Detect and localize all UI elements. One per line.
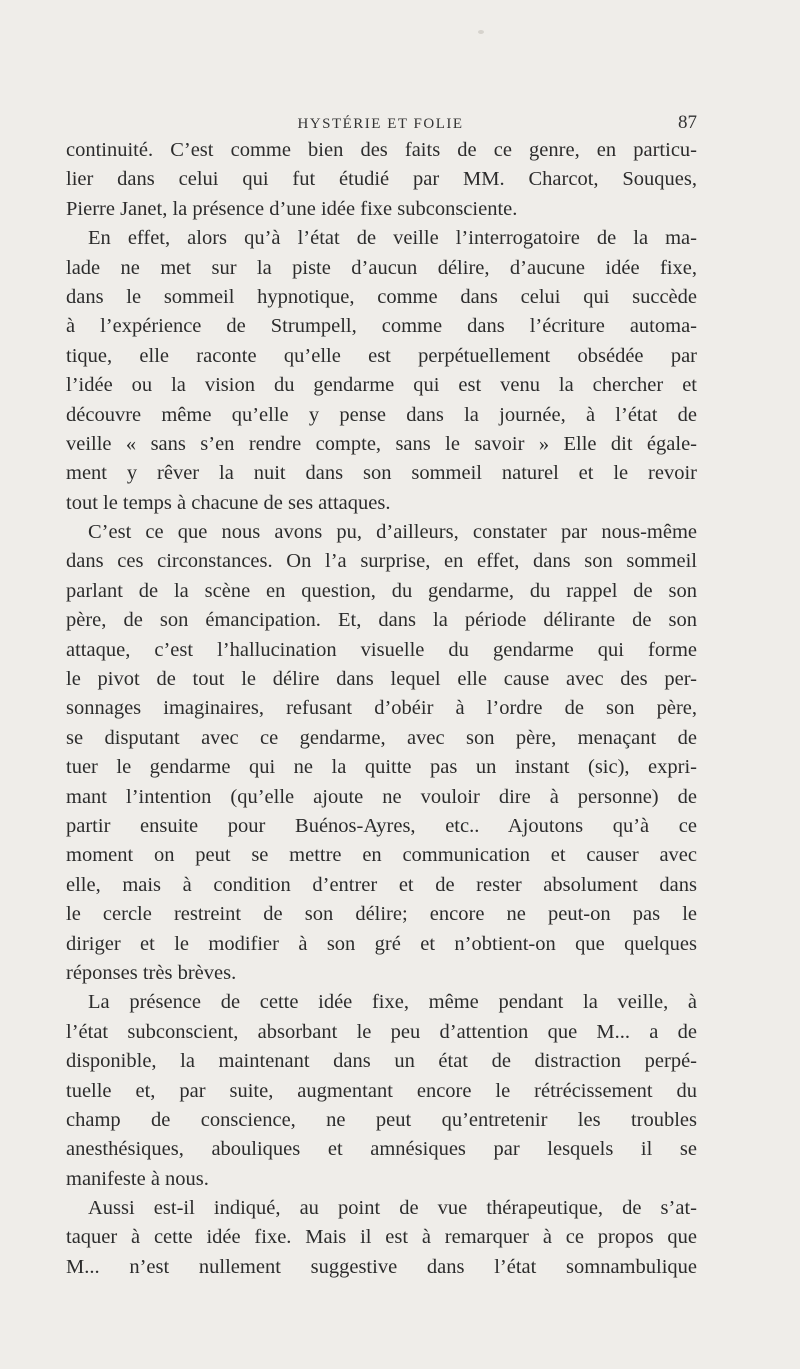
text-line: elle, mais à condition d’entrer et de rester absolument dans: [66, 873, 697, 896]
text-line: réponses très brèves.: [66, 961, 237, 984]
text-line: l’idée ou la vision du gendarme qui est venu la chercher et: [66, 374, 697, 397]
text-line: tuer le gendarme qui ne la quitte pas un instant (sic), expri-: [66, 756, 697, 779]
text-line: attaque, c’est l’hallucination visuelle du gendarme qui forme: [66, 638, 697, 661]
page-header: [64, 112, 697, 136]
text-line: se disputant avec ce gendarme, avec son père, menaçant de: [66, 726, 697, 749]
running-title: HYSTÉRIE ET FOLIE: [297, 116, 464, 132]
text-line: dans le sommeil hypnotique, comme dans celui qui succède: [66, 285, 697, 308]
text-line: tuelle et, par suite, augmentant encore le rétrécissement du: [66, 1079, 697, 1102]
text-line: Pierre Janet, la présence d’une idée fixe subconsciente.: [66, 197, 518, 220]
text-line: l’état subconscient, absorbant le peu d’attention que M... a de: [66, 1020, 697, 1043]
text-line: C’est ce que nous avons pu, d’ailleurs, constater par nous-même: [88, 521, 697, 544]
text-line: ment y rêver la nuit dans son sommeil naturel et le revoir: [66, 462, 697, 485]
text-line: mant l’intention (qu’elle ajoute ne vouloir dire à personne) de: [66, 785, 697, 808]
text-line: continuité. C’est comme bien des faits de ce genre, en particu-: [66, 139, 697, 161]
text-line: Aussi est-il indiqué, au point de vue thérapeutique, de s’at-: [88, 1197, 697, 1220]
text-line: sonnages imaginaires, refusant d’obéir à l’ordre de son père,: [66, 697, 697, 720]
text-line: anesthésiques, abouliques et amnésiques par lesquels il se: [66, 1138, 697, 1161]
text-line: à l’expérience de Strumpell, comme dans l’écriture automa-: [66, 315, 697, 338]
text-line: lier dans celui qui fut étudié par MM. Charcot, Souques,: [66, 168, 697, 191]
text-line: le pivot de tout le délire dans lequel elle cause avec des per-: [66, 668, 697, 691]
text-line: dans ces circonstances. On l’a surprise, en effet, dans son sommeil: [66, 550, 697, 573]
text-line: champ de conscience, ne peut qu’entretenir les troubles: [66, 1108, 697, 1131]
text-line: découvre même qu’elle y pense dans la journée, à l’état de: [66, 403, 697, 426]
text-line: manifeste à nous.: [66, 1167, 209, 1190]
text-line: veille « sans s’en rendre compte, sans le savoir » Elle dit égale-: [66, 432, 697, 455]
page-number: 87: [678, 112, 697, 133]
text-line: M... n’est nullement suggestive dans l’état somnambulique: [66, 1255, 697, 1278]
text-line: tique, elle raconte qu’elle est perpétuellement obsédée par: [66, 344, 697, 367]
text-line: tout le temps à chacune de ses attaques.: [66, 491, 391, 514]
text-line: partir ensuite pour Buénos-Ayres, etc.. Ajoutons qu’à ce: [66, 814, 697, 837]
text-line: parlant de la scène en question, du gendarme, du rappel de son: [66, 579, 697, 602]
body-text: [66, 136, 697, 1282]
text-line: taquer à cette idée fixe. Mais il est à remarquer à ce propos que: [66, 1226, 697, 1249]
text-line: père, de son émancipation. Et, dans la période délirante de son: [66, 609, 697, 632]
text-line: En effet, alors qu’à l’état de veille l’interrogatoire de la ma-: [88, 227, 697, 250]
text-line: La présence de cette idée fixe, même pendant la veille, à: [88, 991, 697, 1014]
text-line: disponible, la maintenant dans un état de distraction perpé-: [66, 1050, 697, 1073]
paper-speck: [478, 30, 484, 34]
text-line: diriger et le modifier à son gré et n’obtient-on que quelques: [66, 932, 697, 955]
text-line: lade ne met sur la piste d’aucun délire, d’aucune idée fixe,: [66, 256, 697, 279]
text-line: le cercle restreint de son délire; encore ne peut-on pas le: [66, 903, 697, 926]
text-line: moment on peut se mettre en communication et causer avec: [66, 844, 697, 867]
